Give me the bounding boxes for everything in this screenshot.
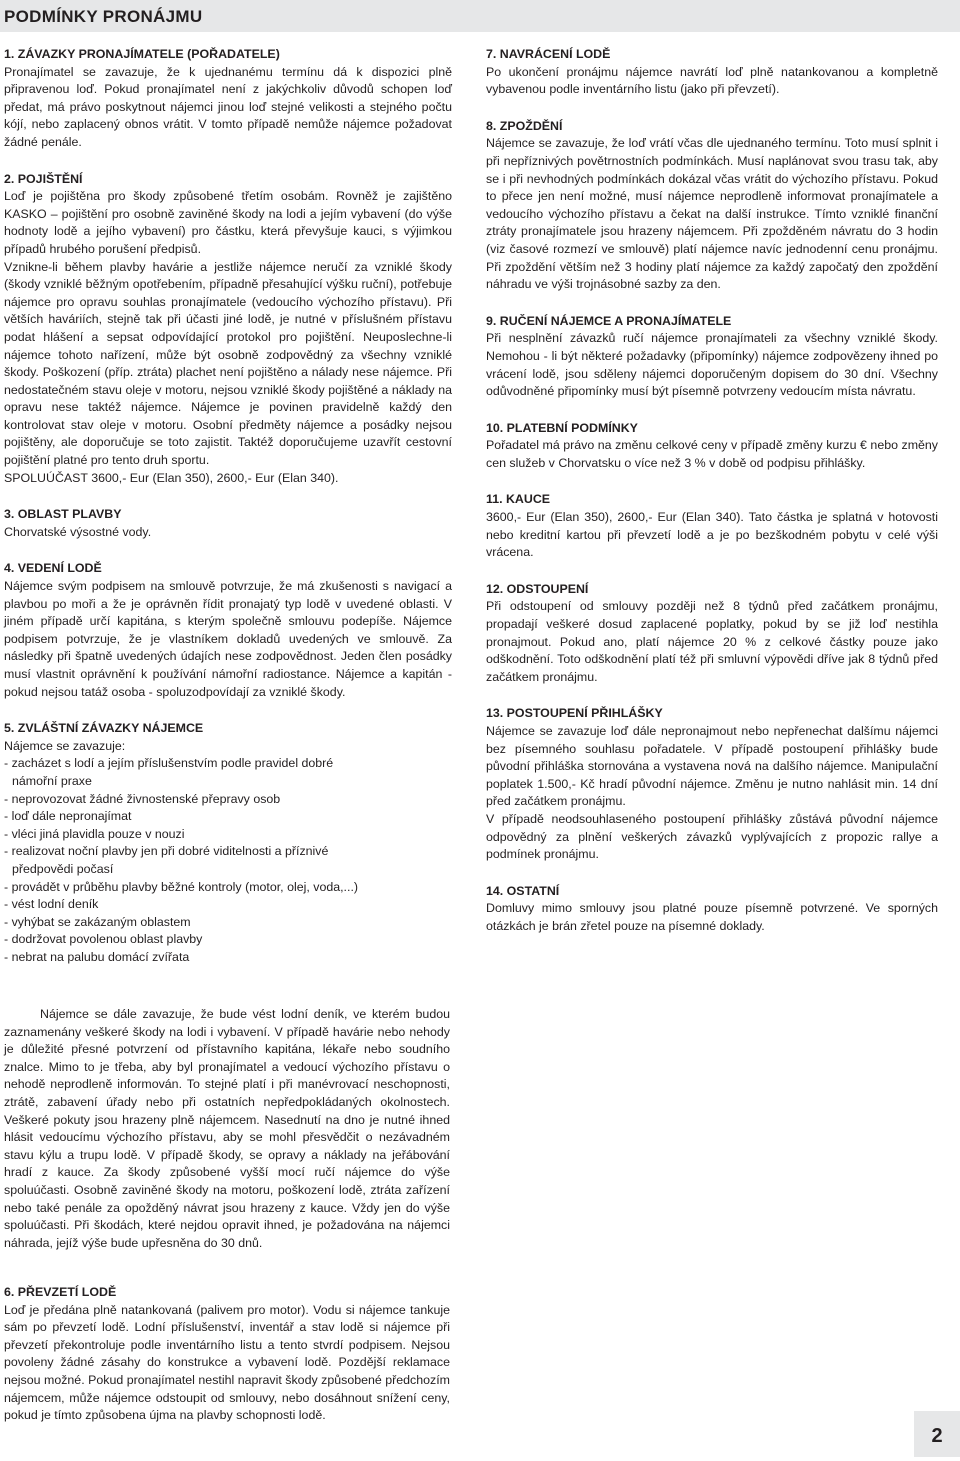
section-text: Nájemce se dále zavazuje, že bude vést lodní deník, ve kterém budou zaznamenány veškeré škody na lodi i vybavení. V případě havárie nebo nehody je důležité přesné potvrzení od přístavního kapitána, lékaře nebo soudního znalce. Mimo to je třeba, aby byl pronajímatel a vedoucí výchozího přístavu o nehodě neprodleně informován. To stejné platí i při manévrovací neschopnosti, ztrátě, zabavení úřady nebo při ostatních nepředpokládaných okolnostech. Veškeré pokuty jsou hrazeny plně nájemcem. Nasednutí na dno je nutné ihned hlásit vedoucímu výchozího přístavu, aby se mohl přesvědčit o nezávadném stavu kýlu a trupu lodě. V případě škody, se opravy a náklady na jeřábování hradí z kauce. Za škody způsobené vyšší mocí ručí nájemce do výše spoluúčasti. Osobně zaviněné škody na motoru, poškození lodě, ztráta zařízení nebo také penále za opožděný návrat jsou hrazeny z kauce. Vždy jen do výše spoluúčasti. Při škodách, které nejdou opravit ihned, je požadována na nájemci náhrada, jejíž výše bude upřesněna do 30 dnů.: [4, 1007, 450, 1250]
list-item-cont: námořní praxe: [12, 773, 92, 788]
section-heading: 12. ODSTOUPENÍ: [486, 581, 589, 596]
section-text: Loď je předána plně natankovaná (palivem pro motor). Vodu si nájemce tankuje sám po převzetí lodě. Lodní příslušenství, inventář a stav lodě si nájemce při převzetí překontroluje podle inventárního listu a tento stvrdí podpisem. Nejsou povoleny žádné zásahy do konstrukce a vybavení lodě. Pozdější reklamace nejsou možné. Pokud pronajímatel nestihl napravit škody způsobené předchozím nájemcem, může nájemce odstoupit od smlouvy, nebo dosáhnout snížení ceny, pokud je tímto způsobena újma na plavby schopnosti lodě.: [4, 1302, 450, 1423]
section-heading: 5. ZVLÁŠTNÍ ZÁVAZKY NÁJEMCE: [4, 721, 204, 736]
section-text: Nájemce se zavazuje loď dále nepronajmout nebo nepřenechat dalšímu nájemci bez písemného souhlasu pořadatele. V případě postoupení přihlášky bude původní přihláška stornována a vystavena nová na dalšího nájemce. Manipulační poplatek 1.500,- Kč hradí původní nájemce. Změnu je nutno nahlásit min. 14 dní před začátkem pronájmu.: [486, 724, 938, 809]
section-4: [4, 560, 452, 701]
section-13: [486, 705, 938, 863]
list-item-line: - vléci jiná plavidla pouze v nouzi: [4, 826, 185, 841]
section-heading: 7. NAVRÁCENÍ LODĚ: [486, 47, 611, 61]
page-title: PODMÍNKY PRONÁJMU: [4, 7, 203, 26]
section-text: Loď je pojištěna pro škody způsobené třetím osobám. Rovněž je zajištěno KASKO – pojištění pro osobně zaviněné škody na lodi a jejím vybavení (do výše hodnoty lodě a jejího vybavení) pro částku, která převyšuje kauci, s výjimkou případů hrubého porušení předpisů.: [4, 189, 452, 256]
list-item-cont: předpovědi počasí: [12, 861, 114, 876]
list-item-line: - vést lodní deník: [4, 897, 99, 912]
section-heading: 9. RUČENÍ NÁJEMCE A PRONAJÍMATELE: [486, 313, 732, 328]
section-heading: 4. VEDENÍ LODĚ: [4, 561, 102, 576]
section-text: Při nesplnění závazků ručí nájemce pronajímateli za všechny vzniklé škody. Nemohou - li být některé požadavky (připomínky) nájemce zodpovězeny ihned po vrácení lodě, jsou sděleny nájemci doporučeným dopisem do 30 dní. Všechny odůvodněné připomínky musí být písemně potvrzeny vedoucím místa návratu.: [486, 331, 938, 399]
section-text: Nájemce se zavazuje:: [4, 738, 126, 753]
section-text: Při odstoupení od smlouvy později než 8 týdnů před začátkem pronájmu, propadají veškeré dosud zaplacené poplatky, pokud by se již loď nestihla pronajmout. Pokud ano, platí nájemce 20 % z celkové částky pouze jako odškodnění. Toto odškodnění platí též při smluvní výpovědi dříve jak 8 týdnů před začátkem pronájmu.: [486, 599, 938, 684]
section-text: Nájemce se zavazuje, že loď vrátí včas dle ujednaného termínu. Toto musí splnit i při nepříznivých povětrnostních podmínkách. Musí naplánovat svou trasu tak, aby se i při nevhodných podmínkách dokázal včas vrátit do výchozího přístavu. Pokud to přece jen není možné, musí nájemce neprodleně informovat pronajímatele a vedoucího výchozího přístavu a čekat na další instrukce. Tímto vzniklé finanční ztráty pronajímatele jsou hrazeny nájemcem. Při zpožděném návratu do 3 hodin (viz časové rozmezí ve smlouvě) platí nájemce navíc jednodenní cenu pronájmu. Při zpoždění větším než 3 hodiny platí nájemce za každý započatý den zpoždění náhradu ve výši trojnásobné sazby za den.: [486, 136, 938, 292]
list-item-line: - dodržovat povolenou oblast plavby: [4, 932, 203, 947]
section-2: [4, 171, 452, 488]
obligations-list: [4, 755, 452, 966]
section-5: [4, 720, 452, 966]
list-item-line: - realizovat noční plavby jen při dobré viditelnosti a příznivé: [4, 844, 329, 859]
list-item-line: - zacházet s lodí a jejím příslušenstvím podle pravidel dobré: [4, 756, 334, 771]
list-item-line: - loď dále nepronajímat: [4, 809, 132, 824]
list-item: [4, 879, 452, 897]
section-6: [4, 1284, 450, 1425]
section-heading: 10. PLATEBNÍ PODMÍNKY: [486, 420, 638, 435]
section-text: Nájemce svým podpisem na smlouvě potvrzuje, že má zkušenosti s navigací a plavbou po moři a že je oprávněn řídit pronajatý typ lodě v uvedené oblasti. V jiném případě určí kapitána, s kterým společně smlouvu podepíše. Nájemce podpisem potvrzuje, že je vlastníkem dokladů uvedených ve smlouvě. Za následky při špatně uvedených údajích nese zodpovědnost. Jeden člen posádky musí vlastnit oprávnění k používání námořní radiostance. Nájemce a kapitán - pokud nejsou tatáž osoba - spoluzodpovídají za vzniklé škody.: [4, 579, 452, 699]
list-item: [4, 914, 452, 932]
section-11: [486, 491, 938, 561]
list-item: [4, 896, 452, 914]
section-text: Vznikne-li během plavby havárie a jestliže nájemce neručí za vzniklé škody (škody vzniklé běžným opotřebením, případně přesahující výšku ruční), potřebuje nájemce pro opravu souhlas pronajímatele (vedoucího výchozího přístavu). Při větších haváriích, stejně tak při účasti jiné lodě, je nutné v příslušném přístavu podat hlášení a sepsat odpovídající protokol pro pojištění. Neuposlechne-li nájemce tohoto nařízení, může být osobně zodpovědný za všechny vzniklé škody. Poškození (příp. ztráta) plachet není pojištěno a nálady nese nájemce. Při nedostatečném stavu oleje v motoru, nejsou vzniklé škody pojištěné a náklady na opravu nese taktéž nájemce. Nájemce je povinen pravidelně každý den kontrolovat stav oleje v motoru. Osobní předměty nájemce a posádky nejsou pojištěny, ale doporučuje se toto zajistit. Taktéž doporučujeme uzavřít cestovní pojištění platné pro tento druh sportu.: [4, 259, 452, 468]
section-heading: 13. POSTOUPENÍ PŘIHLÁŠKY: [486, 706, 663, 721]
section-heading: 8. ZPOŽDĚNÍ: [486, 118, 563, 133]
page-number: 2: [914, 1411, 960, 1457]
additional-obligations: [4, 1006, 450, 1252]
section-12: [486, 581, 938, 687]
list-item-line: - neprovozovat žádné živnostenské přepravy osob: [4, 791, 281, 806]
section-heading: 1. ZÁVAZKY PRONAJÍMATELE (POŘADATELE): [4, 47, 280, 61]
left-column: [4, 46, 452, 986]
list-item: [4, 949, 452, 967]
list-item: [4, 808, 452, 826]
section-1: [4, 46, 452, 152]
section-text: Po ukončení pronájmu nájemce navrátí loď plně natankovanou a kompletně vybavenou podle inventárního listu (jako při převzetí).: [486, 64, 938, 97]
section-text: Pořadatel má právo na změnu celkové ceny v případě změny kurzu € nebo změny cen služeb v Chorvatsku o více než 3 % v době od podpisu přihlášky.: [486, 438, 938, 470]
list-item: [4, 931, 452, 949]
list-item-line: - provádět v průběhu plavby běžné kontroly (motor, olej, voda,...): [4, 879, 359, 894]
section-heading: 6. PŘEVZETÍ LODĚ: [4, 1285, 117, 1299]
section-10: [486, 420, 938, 473]
section-text: Chorvatské výsostné vody.: [4, 524, 152, 539]
list-item-line: - vyhýbat se zakázaným oblastem: [4, 914, 191, 929]
list-item: [4, 755, 452, 790]
section-14: [486, 883, 938, 936]
section-3: [4, 506, 452, 541]
section-text: V případě neodsouhlaseného postoupení přihlášky zůstává původní nájemce odpovědný za plnění veškerých závazků vyplývajících z propozic rallye a podmínek pronájmu.: [486, 811, 938, 862]
section-heading: 11. KAUCE: [486, 492, 551, 507]
section-text: SPOLUÚČAST 3600,- Eur (Elan 350), 2600,- Eur (Elan 340).: [4, 470, 339, 485]
section-9: [486, 313, 938, 401]
list-item: [4, 791, 452, 809]
right-column: [486, 46, 938, 955]
title-bar: [0, 0, 960, 32]
section-text: Domluvy mimo smlouvy jsou platné pouze písemně potvrzené. Ve sporných otázkách je brán zřetel pouze na písemné doklady.: [486, 901, 938, 933]
list-item-line: - nebrat na palubu domácí zvířata: [4, 949, 190, 964]
section-text: Pronajímatel se zavazuje, že k ujednanému termínu dá k dispozici plně připravenou loď. Pokud pronajímatel není z jakýchkoliv důvodů schopen loď předat, má právo poskytnout nájemci jinou loď stejné velikosti a stejného počtu kójí, nebo zaplacený obnos vrátit. V tomto případě nemůže nájemce požadovat žádné penále.: [4, 64, 452, 149]
section-7: [486, 46, 938, 99]
list-item: [4, 826, 452, 844]
section-heading: 3. OBLAST PLAVBY: [4, 507, 122, 522]
section-heading: 14. OSTATNÍ: [486, 883, 560, 898]
section-text: 3600,- Eur (Elan 350), 2600,- Eur (Elan 340). Tato částka je splatná v hotovosti nebo kreditní kartou při převzetí lodě a je po bezškodném pobytu v celé výši vrácena.: [486, 510, 938, 560]
section-heading: 2. POJIŠTĚNÍ: [4, 171, 83, 186]
list-item: [4, 843, 452, 878]
section-8: [486, 118, 938, 294]
